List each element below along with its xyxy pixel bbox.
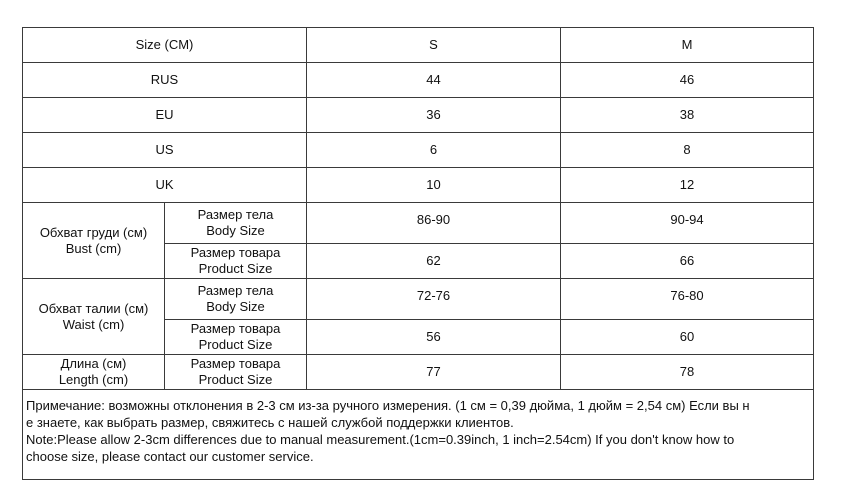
subrow-label [165,320,307,355]
note-line: е знаете, как выбрать размер, свяжитесь с нашей службой поддержки клиентов. [26,415,514,430]
subrow-label-line: Body Size [206,223,265,238]
table-row [23,279,814,320]
note-line: Note:Please allow 2-3cm differences due to manual measurement.(1cm=0.39inch, 1 inch=2.54cm) If you don't know how to [26,432,735,447]
subrow-label [165,279,307,320]
note-cell [23,390,814,480]
row-label: EU [23,98,307,133]
size-m-value: 60 [561,320,814,355]
table-row [23,133,814,168]
size-s-value: 77 [307,355,561,390]
size-s-value: 10 [307,168,561,203]
subrow-label-line: Product Size [198,261,273,276]
size-m-value: 38 [561,98,814,133]
size-s-value: 56 [307,320,561,355]
size-m-value: 46 [561,63,814,98]
size-chart-table [22,27,814,480]
group-label-line: Длина (см) [60,356,127,371]
size-m-value: 12 [561,168,814,203]
group-label-bust [23,203,165,279]
table-row [23,168,814,203]
subrow-label-line: Размер товара [190,245,281,260]
subrow-label-line: Body Size [206,299,265,314]
size-m-value: 8 [561,133,814,168]
note-line: choose size, please contact our customer service. [26,449,314,464]
table-row [23,355,814,390]
subrow-label [165,244,307,279]
group-label-line: Length (cm) [58,372,129,387]
group-label-waist [23,279,165,355]
size-m-value: 76-80 [561,279,814,320]
group-label-line: Обхват груди (см) [39,224,148,240]
table-row [23,63,814,98]
subrow-label-line: Размер товара [190,321,281,336]
size-m-header: M [561,28,814,63]
note-line: Примечание: возможны отклонения в 2-3 см из-за ручного измерения. (1 см = 0,39 дюйма, 1 дюйм = 2,54 см) Если вы н [26,398,750,413]
size-s-value: 72-76 [307,279,561,320]
table-row [23,98,814,133]
note-row [23,390,814,480]
subrow-label [165,355,307,390]
size-s-value: 6 [307,133,561,168]
subrow-label-line: Product Size [198,372,273,387]
size-m-value: 78 [561,355,814,390]
header-label-cell: Size (CM) [23,28,307,63]
group-label-line: Bust (cm) [65,240,122,256]
row-label: UK [23,168,307,203]
group-label-length [23,355,165,390]
group-label-line: Waist (cm) [62,316,125,332]
header-row [23,28,814,63]
subrow-label-line: Размер товара [190,356,281,371]
size-m-value: 66 [561,244,814,279]
group-label-line: Обхват талии (см) [38,300,149,316]
size-s-value: 44 [307,63,561,98]
size-m-value: 90-94 [561,203,814,244]
row-label: US [23,133,307,168]
subrow-label-line: Размер тела [197,283,274,298]
table-row [23,203,814,244]
size-s-value: 36 [307,98,561,133]
subrow-label [165,203,307,244]
size-s-header: S [307,28,561,63]
subrow-label-line: Product Size [198,337,273,352]
size-s-value: 62 [307,244,561,279]
subrow-label-line: Размер тела [197,207,274,222]
row-label: RUS [23,63,307,98]
size-s-value: 86-90 [307,203,561,244]
